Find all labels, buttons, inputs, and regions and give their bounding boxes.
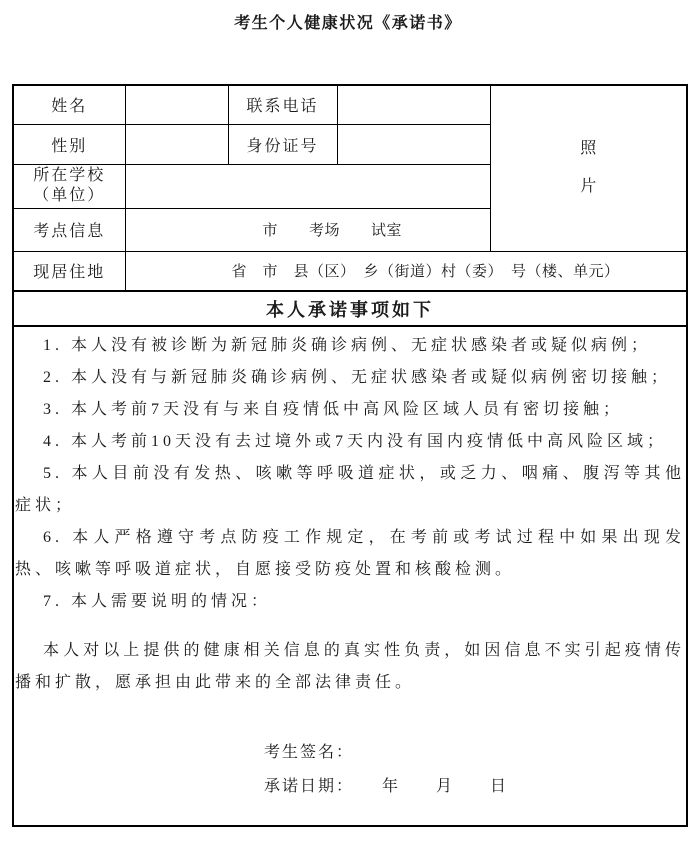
residence-value-cell[interactable]: 省 市 县（区） 乡（街道）村（委） 号（楼、单元） — [125, 251, 687, 291]
signature-label[interactable]: 考生签名： — [264, 744, 355, 761]
commitment-body — [13, 326, 687, 826]
photo-placeholder — [490, 85, 687, 251]
date-label[interactable]: 承诺日期： 年 月 日 — [264, 778, 509, 795]
commitment-item-7: 7. 本人需要说明的情况： — [43, 593, 272, 610]
school-label — [13, 164, 125, 208]
health-form-table — [12, 84, 688, 827]
residence-label: 现居住地 — [13, 251, 125, 291]
signature-block — [264, 736, 685, 804]
commitment-item-4: 4. 本人考前10天没有去过境外或7天内没有国内疫情低中高风险区域； — [43, 433, 668, 450]
id-number-input-cell[interactable] — [337, 124, 490, 164]
photo-label-char-1: 照 — [580, 140, 597, 158]
name-input-cell[interactable] — [125, 85, 228, 124]
phone-label: 联系电话 — [228, 85, 337, 124]
name-label: 姓名 — [13, 85, 125, 124]
exam-site-value-cell[interactable]: 市 考场 试室 — [125, 208, 490, 251]
liability-statement: 本人对以上提供的健康相关信息的真实性负责，如因信息不实引起疫情传播和扩散，愿承担由此带来的全部法律责任。 — [15, 642, 685, 691]
exam-site-label: 考点信息 — [13, 208, 125, 251]
commitment-section-header: 本人承诺事项如下 — [13, 291, 687, 326]
commitment-item-2: 2. 本人没有与新冠肺炎确诊病例、无症状感染者或疑似病例密切接触； — [43, 369, 672, 386]
commitment-item-6: 6. 本人严格遵守考点防疫工作规定，在考前或考试过程中如果出现发热、咳嗽等呼吸道症状，自愿接受防疫处置和核酸检测。 — [15, 529, 685, 578]
id-number-label: 身份证号 — [228, 124, 337, 164]
phone-input-cell[interactable] — [337, 85, 490, 124]
school-input-cell[interactable] — [125, 164, 490, 208]
commitment-item-5: 5. 本人目前没有发热、咳嗽等呼吸道症状，或乏力、咽痛、腹泻等其他症状； — [15, 465, 685, 514]
gender-label: 性别 — [13, 124, 125, 164]
commitment-item-1: 1. 本人没有被诊断为新冠肺炎确诊病例、无症状感染者或疑似病例； — [43, 337, 652, 354]
school-label-line2: （单位） — [33, 187, 106, 204]
photo-label-char-2: 片 — [580, 178, 597, 196]
page-title: 考生个人健康状况《承诺书》 — [234, 15, 462, 32]
gender-input-cell[interactable] — [125, 124, 228, 164]
school-label-line1: 所在学校 — [33, 167, 106, 184]
commitment-item-3: 3. 本人考前7天没有与来自疫情低中高风险区域人员有密切接触； — [43, 401, 624, 418]
